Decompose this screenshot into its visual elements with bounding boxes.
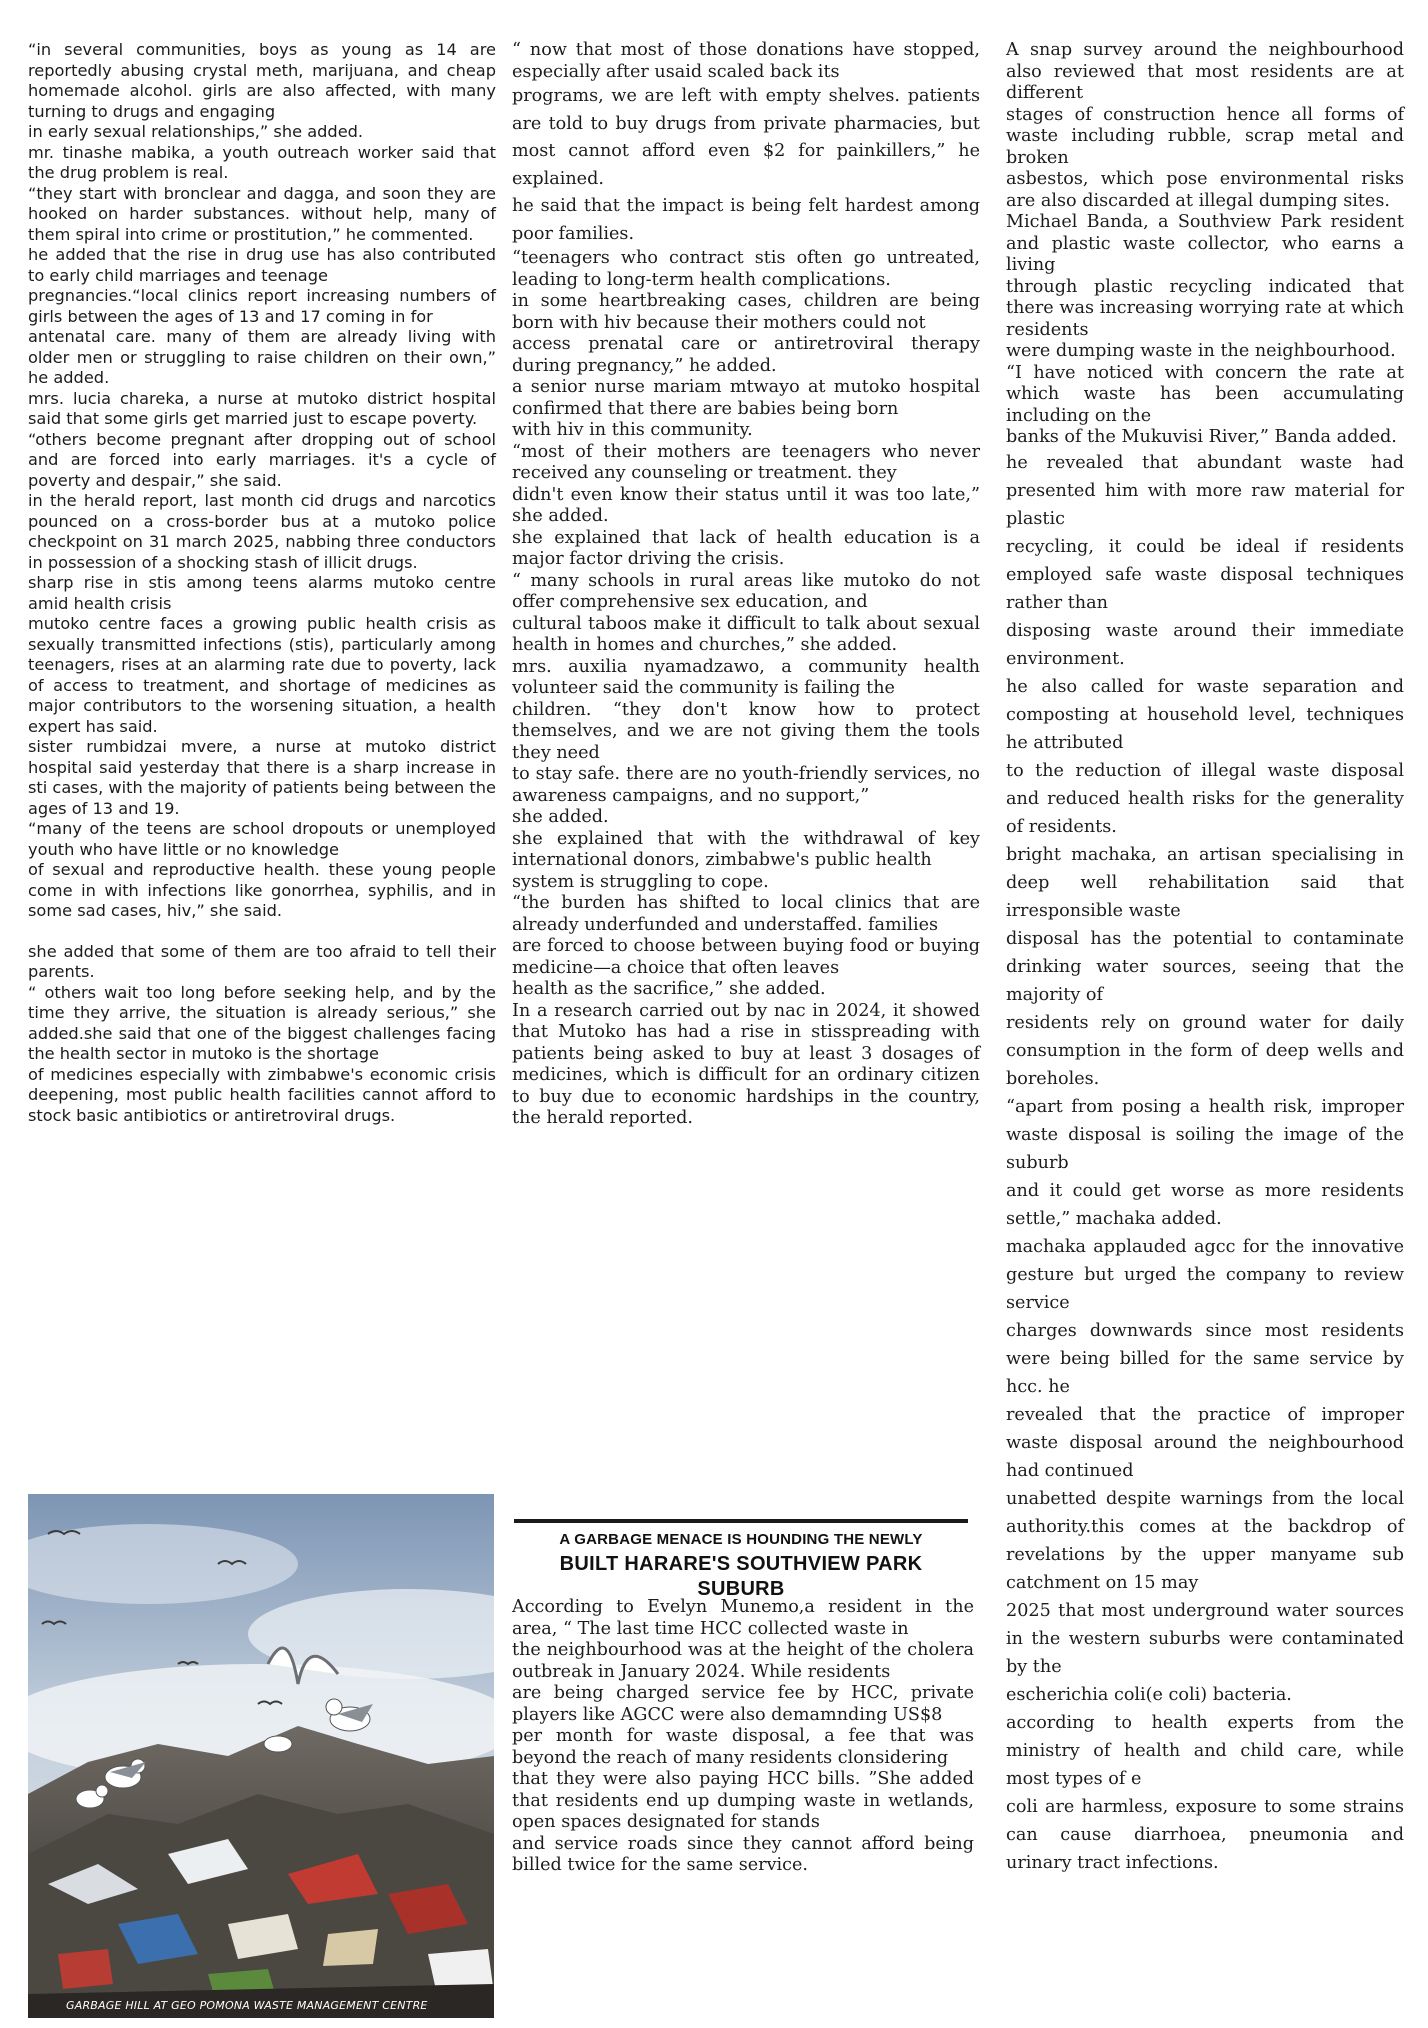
paragraph: through plastic recycling indicated that there was increasing worrying rate at which residents xyxy=(1006,276,1404,340)
paragraph: “ many schools in rural areas like mutoko do not offer comprehensive sex education, and xyxy=(512,570,980,612)
paragraph: bright machaka, an artisan specialising in deep well rehabilitation said that irresponsible waste xyxy=(1006,844,1404,921)
paragraph: “the burden has shifted to local clinics that are already underfunded and understaffed. families xyxy=(512,893,980,935)
paragraph: antenatal care. many of them are already living with older men or struggling to raise children on their own,” he added. xyxy=(28,327,496,387)
paragraph: to the reduction of illegal waste disposal and reduced health risks for the generality of residents. xyxy=(1006,760,1404,837)
paragraph: machaka applauded agcc for the innovative gesture but urged the company to review service xyxy=(1006,1236,1404,1313)
paragraph: to stay safe. there are no youth-friendly services, no awareness campaigns, and no support,” xyxy=(512,764,980,806)
paragraph: she added that some of them are too afraid to tell their parents. xyxy=(28,941,496,981)
paragraph: unabetted despite warnings from the local authority.this comes at the backdrop of revelations by the upper manyame sub catchment on 15 may xyxy=(1006,1488,1404,1593)
paragraph: mutoko centre faces a growing public health crisis as sexually transmitted infections (stis), particularly among teenagers, rises at an alarming rate due to poverty, lack of access to treatment, and shortage of medicines as major contributors to the worsening situation, a health expert has said. xyxy=(28,614,496,736)
paragraph: revealed that the practice of improper waste disposal around the neighbourhood had continued xyxy=(1006,1404,1404,1481)
paragraph: access prenatal care or antiretroviral therapy during pregnancy,” he added. xyxy=(512,334,980,376)
photo-illustration xyxy=(28,1494,494,2018)
paragraph: coli are harmless, exposure to some strains can cause diarrhoea, pneumonia and urinary tract infections. xyxy=(1006,1796,1404,1873)
paragraph: A snap survey around the neighbourhood also reviewed that most residents are at different xyxy=(1006,40,1404,103)
paragraph: sister rumbidzai mvere, a nurse at mutoko district hospital said yesterday that there is a sharp increase in sti cases, with the majority of patients being between the ages of 13 and 19. xyxy=(28,737,496,818)
paragraph: “others become pregnant after dropping out of school and are forced into early marriages. it's a cycle of poverty and despair,” she said. xyxy=(28,429,496,490)
paragraph: Michael Banda, a Southview Park resident and plastic waste collector, who earns a living xyxy=(1006,212,1404,275)
paragraph: the neighbourhood was at the height of the cholera outbreak in January 2024. While residents xyxy=(512,1640,974,1682)
paragraph: banks of the Mukuvisi River,” Banda added. xyxy=(1006,427,1397,447)
paragraph: “most of their mothers are teenagers who never received any counseling or treatment. they xyxy=(512,441,980,483)
paragraph: programs, we are left with empty shelves. patients are told to buy drugs from private pharmacies, but most cannot afford even $2 for painkillers,” he explained. xyxy=(512,86,980,189)
paragraph: system is struggling to cope. xyxy=(512,871,769,892)
paragraph: asbestos, which pose environmental risks are also discarded at illegal dumping sites. xyxy=(1006,169,1404,211)
article-headline xyxy=(514,1519,968,1602)
paragraph: he said that the impact is being felt hardest among poor families. xyxy=(512,196,980,244)
paragraph: are being charged service fee by HCC, private players like AGCC were also demamnding US$8 xyxy=(512,1683,974,1725)
article-column-2 xyxy=(512,40,980,1130)
paragraph: “apart from posing a health risk, improper waste disposal is soiling the image of the suburb xyxy=(1006,1096,1404,1173)
paragraph: and it could get worse as more residents settle,” machaka added. xyxy=(1006,1180,1404,1229)
paragraph: and service roads since they cannot afford being billed twice for the same service. xyxy=(512,1833,974,1875)
paragraph: he added that the rise in drug use has also contributed to early child marriages and teenage xyxy=(28,245,496,285)
paragraph: she explained that lack of health education is a major factor driving the crisis. xyxy=(512,527,980,569)
article-column-3 xyxy=(1006,40,1404,1877)
paragraph: that they were also paying HCC bills. ”She added that residents end up dumping waste in wetlands, open spaces designated for stands xyxy=(512,1769,974,1832)
paragraph: “ now that most of those donations have stopped, especially after usaid scaled back its xyxy=(512,40,980,82)
paragraph: children. “they don't know how to protect themselves, and we are not giving them the tools they need xyxy=(512,699,980,763)
paragraph: health as the sacrifice,” she added. xyxy=(512,979,826,999)
paragraph: a senior nurse mariam mtwayo at mutoko hospital confirmed that there are babies being born xyxy=(512,377,980,419)
paragraph: didn't even know their status until it was too late,” she added. xyxy=(512,484,980,526)
paragraph: disposal has the potential to contaminate drinking water sources, seeing that the majority of xyxy=(1006,928,1404,1005)
paragraph: mrs. auxilia nyamadzawo, a community health volunteer said the community is failing the xyxy=(512,656,980,698)
paragraph: of medicines especially with zimbabwe's economic crisis deepening, most public health facilities cannot afford to stock basic antibiotics or antiretroviral drugs. xyxy=(28,1064,496,1125)
paragraph: stages of construction hence all forms of waste including rubble, scrap metal and broken xyxy=(1006,104,1404,168)
paragraph: escherichia coli(e coli) bacteria. xyxy=(1006,1684,1292,1705)
paragraph: he also called for waste separation and composting at household level, techniques he attributed xyxy=(1006,676,1404,753)
paragraph: she added. xyxy=(512,807,609,827)
paragraph: residents rely on ground water for daily consumption in the form of deep wells and boreholes. xyxy=(1006,1012,1404,1089)
paragraph: in the herald report, last month cid drugs and narcotics pounced on a cross-border bus at a mutoko police checkpoint on 31 march 2025, nabbing three conductors in possession of a shocking stash of illicit drugs. xyxy=(28,491,496,572)
paragraph: with hiv in this community. xyxy=(512,420,753,440)
paragraph: charges downwards since most residents were being billed for the same service by hcc. he xyxy=(1006,1320,1404,1397)
paragraph: 2025 that most underground water sources in the western suburbs were contaminated by the xyxy=(1006,1600,1404,1677)
paragraph: he revealed that abundant waste had presented him with more raw material for plastic xyxy=(1006,452,1404,529)
paragraph: are forced to choose between buying food or buying medicine—a choice that often leaves xyxy=(512,936,980,978)
garbage-article-body xyxy=(512,1597,974,1877)
paragraph: in early sexual relationships,” she added. xyxy=(28,122,364,141)
paragraph: were dumping waste in the neighbourhood. xyxy=(1006,341,1396,361)
paragraph: “in several communities, boys as young as 14 are reportedly abusing crystal meth, marijuana, and cheap homemade alcohol. girls are also affected, with many turning to drugs and engaging xyxy=(28,40,496,121)
paragraph: According to Evelyn Munemo,a resident in the area, “ The last time HCC collected waste in xyxy=(512,1597,974,1639)
subheading: sharp rise in stis among teens alarms mutoko centre amid health crisis xyxy=(28,573,496,613)
paragraph: mrs. lucia chareka, a nurse at mutoko district hospital said that some girls get married just to escape poverty. xyxy=(28,388,496,428)
paragraph: disposing waste around their immediate environment. xyxy=(1006,620,1404,669)
paragraph: according to health experts from the ministry of health and child care, while most types of e xyxy=(1006,1712,1404,1789)
paragraph: in some heartbreaking cases, children are being born with hiv because their mothers could not xyxy=(512,291,980,333)
paragraph: “teenagers who contract stis often go untreated, leading to long-term health complications. xyxy=(512,248,980,290)
photo-caption: GARBAGE HILL AT GEO POMONA WASTE MANAGEMENT CENTRE xyxy=(66,1999,428,2012)
paragraph: she explained that with the withdrawal of key international donors, zimbabwe's public health xyxy=(512,828,980,870)
paragraph: “I have noticed with concern the rate at which waste has been accumulating including on the xyxy=(1006,362,1404,426)
paragraph: “they start with bronclear and dagga, and soon they are hooked on harder substances. without help, many of them spiral into crime or prostitution,” he commented. xyxy=(28,183,496,244)
garbage-hill-photo xyxy=(28,1494,494,2018)
paragraph: per month for waste disposal, a fee that was beyond the reach of many residents clonsidering xyxy=(512,1726,974,1768)
paragraph: pregnancies.“local clinics report increasing numbers of girls between the ages of 13 and 17 coming in for xyxy=(28,286,496,326)
headline-line-2: BUILT HARARE'S SOUTHVIEW PARK SUBURB xyxy=(559,1553,923,1600)
paragraph: cultural taboos make it difficult to talk about sexual health in homes and churches,” she added. xyxy=(512,613,980,655)
paragraph: “many of the teens are school dropouts or unemployed youth who have little or no knowledge xyxy=(28,819,496,859)
paragraph: mr. tinashe mabika, a youth outreach worker said that the drug problem is real. xyxy=(28,142,496,182)
paragraph: “ others wait too long before seeking help, and by the time they arrive, the situation is already serious,” she added.she said that one of the biggest challenges facing the health sector in mutoko is the shortage xyxy=(28,982,496,1063)
paragraph: recycling, it could be ideal if residents employed safe waste disposal techniques rather than xyxy=(1006,536,1404,613)
article-column-1 xyxy=(28,40,496,1126)
paragraph: In a research carried out by nac in 2024, it showed that Mutoko has had a rise in stisspreading with patients being asked to buy at least 3 dosages of medicines, which is difficult for an ordinary citizen to buy due to economic hardships in the country, the herald reported. xyxy=(512,1000,980,1128)
paragraph: of sexual and reproductive health. these young people come in with infections like gonorrhea, syphilis, and in some sad cases, hiv,” she said. xyxy=(28,860,496,920)
headline-line-1: A GARBAGE MENACE IS HOUNDING THE NEWLY xyxy=(559,1531,923,1548)
